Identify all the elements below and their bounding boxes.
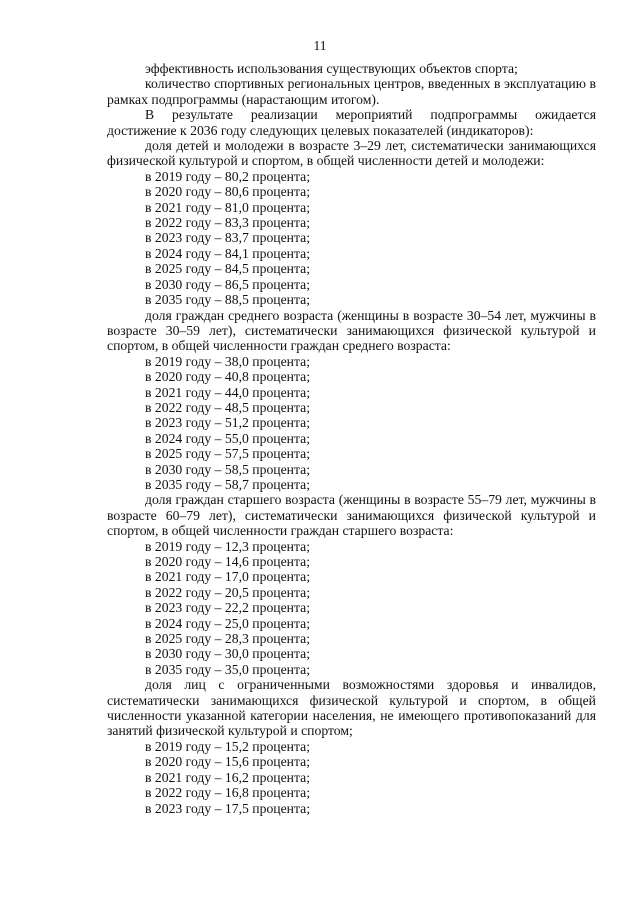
list-item: в 2035 году – 35,0 процента; <box>145 661 311 677</box>
list-item: в 2025 году – 28,3 процента; <box>145 631 311 647</box>
page-number: 11 <box>313 38 327 53</box>
list-item: в 2021 году – 16,2 процента; <box>145 769 311 785</box>
list-item: в 2023 году – 51,2 процента; <box>145 415 311 431</box>
list-item: в 2023 году – 83,7 процента; <box>145 230 311 246</box>
indicator-heading: доля граждан среднего возраста (женщины в возрасте 30–54 лет, мужчины в возрасте 30–59 лет), систематически занимающихся физической культурой и спортом, в общей численности граждан среднего возраста: <box>107 307 596 354</box>
paragraph: количество спортивных региональных центров, введенных в эксплуатацию в рамках подпрограммы (нарастающим итогом). <box>107 76 596 107</box>
list-item: в 2035 году – 58,7 процента; <box>145 476 311 492</box>
list-item: в 2024 году – 25,0 процента; <box>145 615 311 631</box>
list-item: в 2023 году – 17,5 процента; <box>145 800 311 816</box>
indicator-heading: доля детей и молодежи в возрасте 3–29 лет, систематически занимающихся физической культурой и спортом, в общей численности детей и молодежи: <box>107 138 596 169</box>
indicator-heading: доля граждан старшего возраста (женщины в возрасте 55–79 лет, мужчины в возрасте 60–79 лет), систематически занимающихся физической культурой и спортом, в общей численности граждан старшего возраста: <box>107 492 596 539</box>
list-item: в 2030 году – 58,5 процента; <box>145 461 311 477</box>
list-item: в 2019 году – 15,2 процента; <box>145 738 311 754</box>
list-item: в 2035 году – 88,5 процента; <box>145 292 311 308</box>
indicator-heading: доля лиц с ограниченными возможностями здоровья и инвалидов, систематически занимающихся физической культурой и спортом, в общей численности указанной категории населения, не имеющего противопоказаний для занятий физической культурой и спортом; <box>107 677 596 739</box>
list-item: в 2020 году – 40,8 процента; <box>145 369 311 385</box>
list-item: в 2030 году – 30,0 процента; <box>145 646 311 662</box>
list-item: в 2019 году – 38,0 процента; <box>145 353 311 369</box>
list-item: в 2025 году – 84,5 процента; <box>145 261 311 277</box>
list-item: в 2019 году – 80,2 процента; <box>145 168 311 184</box>
paragraph: эффективность использования существующих объектов спорта; <box>145 61 518 76</box>
list-item: в 2020 году – 80,6 процента; <box>145 184 311 200</box>
document-body <box>107 61 596 816</box>
list-item: в 2020 году – 15,6 процента; <box>145 754 311 770</box>
list-item: в 2022 году – 20,5 процента; <box>145 584 311 600</box>
list-item: в 2021 году – 17,0 процента; <box>145 569 311 585</box>
list-item: в 2022 году – 83,3 процента; <box>145 215 311 231</box>
list-item: в 2025 году – 57,5 процента; <box>145 446 311 462</box>
list-item: в 2019 году – 12,3 процента; <box>145 538 311 554</box>
list-item: в 2023 году – 22,2 процента; <box>145 600 311 616</box>
list-item: в 2021 году – 44,0 процента; <box>145 384 311 400</box>
list-item: в 2021 году – 81,0 процента; <box>145 199 311 215</box>
list-item: в 2022 году – 16,8 процента; <box>145 785 311 801</box>
list-item: в 2022 году – 48,5 процента; <box>145 399 311 415</box>
paragraph: В результате реализации мероприятий подпрограммы ожидается достижение к 2036 году следующих целевых показателей (индикаторов): <box>107 107 596 138</box>
list-item: в 2024 году – 84,1 процента; <box>145 245 311 261</box>
list-item: в 2024 году – 55,0 процента; <box>145 430 311 446</box>
list-item: в 2020 году – 14,6 процента; <box>145 554 311 569</box>
list-item: в 2030 году – 86,5 процента; <box>145 276 311 292</box>
